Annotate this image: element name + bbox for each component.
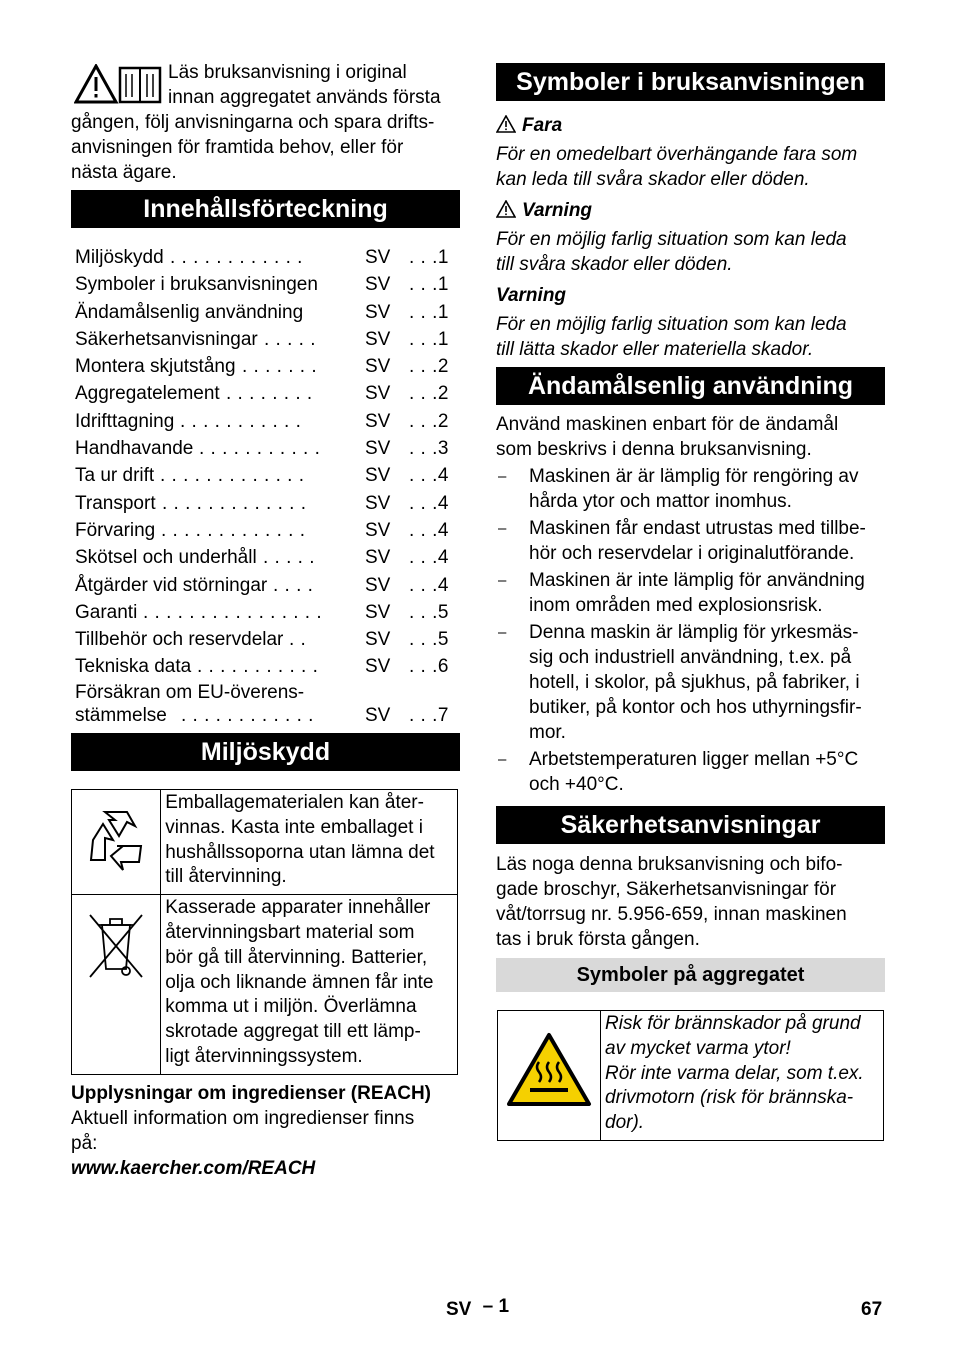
table-of-contents	[75, 244, 455, 729]
toc-item[interactable]	[75, 326, 455, 353]
weee-text-line: återvinningsbart material som	[165, 921, 415, 943]
usage-section	[496, 412, 885, 797]
recycle-text-cell	[161, 790, 458, 895]
toc-item[interactable]	[75, 599, 455, 626]
hot-surface-warning-icon	[506, 1032, 592, 1108]
toc-item-page: . . .2	[409, 356, 449, 378]
recycling-icon	[79, 800, 153, 874]
toc-heading: Innehållsförteckning	[71, 190, 460, 228]
toc-item-title: Åtgärder vid störningar	[75, 574, 268, 596]
toc-item-lang: SV	[365, 356, 391, 378]
usage-bullet-line: – Arbetstemperaturen ligger mellan +5°C	[529, 749, 859, 770]
toc-item-title: Skötsel och underhåll	[75, 547, 257, 569]
usage-intro: Använd maskinen enbart för de ändamål	[496, 414, 839, 435]
toc-item-page: . . .4	[409, 519, 449, 541]
toc-item-page: . . .7	[409, 704, 449, 726]
warning-triangle-icon	[74, 64, 164, 106]
toc-item-lang: SV	[365, 383, 391, 405]
toc-item-dots: . . . . . . . . . . . . .	[160, 465, 305, 487]
toc-item[interactable]	[75, 572, 455, 599]
weee-text-line: Kasserade apparater innehåller	[165, 897, 431, 919]
usage-intro: som beskrivs i denna bruksanvisning.	[496, 439, 812, 460]
toc-item-page: . . .5	[409, 629, 449, 651]
toc-item[interactable]	[75, 408, 455, 435]
weee-text-line: komma ut i miljön. Överlämna	[165, 996, 417, 1018]
toc-item-dots: . . . . . . .	[242, 356, 318, 378]
hot-surface-text-cell	[601, 1011, 884, 1141]
environment-table	[71, 789, 458, 1075]
toc-item-title: Aggregatelement	[75, 383, 220, 405]
toc-item-lang: SV	[365, 247, 391, 268]
weee-text-line: olja och liknande ämnen får inte	[165, 971, 434, 993]
reach-section	[71, 1081, 460, 1181]
environment-heading: Miljöskydd	[71, 733, 460, 771]
toc-item-title: Montera skjutstång	[75, 356, 236, 378]
recycle-text-line: hushållssoporna utan lämna det	[165, 841, 435, 863]
varning-text: till lätta skador eller materiella skador.	[496, 339, 814, 360]
intro-line: gången, följ anvisningarna och spara drifts-	[71, 112, 435, 133]
toc-item-lang: SV	[365, 438, 391, 460]
toc-item-title: Miljöskydd	[75, 247, 164, 268]
toc-item[interactable]	[75, 244, 455, 271]
hot-surface-text-line: drivmotorn (risk för brännska-	[605, 1087, 854, 1109]
weee-text-line: ligt återvinningssystem.	[165, 1045, 363, 1067]
usage-bullet	[496, 568, 885, 618]
toc-item-title: Handhavande	[75, 438, 194, 460]
reach-title: Upplysningar om ingredienser (REACH)	[71, 1083, 431, 1104]
toc-item-title: Försäkran om EU-överens- stämmelse	[75, 681, 305, 726]
usage-bullet-line: och +40°C.	[529, 774, 624, 795]
usage-bullet-line: – Denna maskin är lämplig för yrkesmäs-	[529, 622, 859, 643]
toc-item-title: Förvaring	[75, 519, 156, 541]
intro-icons	[74, 64, 164, 106]
intro-line: innan aggregatet används första	[168, 87, 441, 108]
varning-text: till svåra skador eller döden.	[496, 254, 733, 275]
toc-item-dots: . . . . . . . .	[226, 383, 313, 405]
usage-bullet-line: hotell, i skolor, på sjukhus, på fabriker, i	[529, 672, 860, 693]
toc-item-page: . . .1	[409, 301, 449, 323]
toc-item-dots: . . . . . . . . . . . .	[170, 247, 303, 268]
varning-text: För en möjlig farlig situation som kan leda	[496, 229, 847, 250]
fara-text: kan leda till svåra skador eller döden.	[496, 169, 810, 190]
toc-item-page: . . .2	[409, 410, 449, 432]
weee-text-cell	[161, 895, 458, 1075]
usage-bullet-line: hör och reservdelar i originalutförande.	[529, 543, 855, 564]
toc-item-dots: . . . . .	[264, 328, 317, 350]
toc-item-page: . . .5	[409, 601, 449, 623]
toc-item-page: . . .4	[409, 574, 449, 596]
usage-bullet-line: butiker, på kontor och hos uthyrningsfir-	[529, 697, 862, 718]
toc-item[interactable]	[75, 271, 455, 298]
warning-triangle-icon	[496, 200, 516, 218]
toc-item-title: Säkerhetsanvisningar	[75, 328, 258, 350]
toc-item-title: Garanti	[75, 601, 138, 623]
toc-item-lang: SV	[365, 465, 391, 487]
toc-item-lang: SV	[365, 328, 391, 350]
toc-item[interactable]	[75, 653, 455, 680]
intro-line: nästa ägare.	[71, 162, 177, 183]
weee-text-line: bör gå till återvinning. Batterier,	[165, 946, 428, 968]
toc-item-lang: SV	[365, 656, 391, 678]
toc-item[interactable]	[75, 380, 455, 407]
toc-item-page: . . .1	[409, 247, 449, 268]
usage-bullet-line: inom områden med explosionsrisk.	[529, 595, 823, 616]
toc-item[interactable]	[75, 353, 455, 380]
safety-section	[496, 852, 885, 952]
toc-item-lang: SV	[365, 519, 391, 541]
toc-item-title: Symboler i bruksanvisningen	[75, 274, 318, 296]
toc-item-lang: SV	[365, 704, 391, 726]
toc-item[interactable]	[75, 544, 455, 571]
recycle-text-line: vinnas. Kasta inte emballaget i	[165, 816, 423, 838]
footer-section-marker	[446, 1296, 510, 1321]
toc-item[interactable]	[75, 490, 455, 517]
toc-item-title: Ändamålsenlig användning	[75, 301, 304, 323]
toc-item-title: Idrifttagning	[75, 410, 175, 432]
toc-item-dots: . . . . . . . . . . . .	[181, 704, 314, 726]
toc-item-lang: SV	[365, 574, 391, 596]
toc-item-page: . . .6	[409, 656, 449, 678]
reach-text: på:	[71, 1133, 98, 1154]
usage-bullet-line: – Maskinen är inte lämplig för användning	[529, 570, 865, 591]
reach-text: Aktuell information om ingredienser finns	[71, 1108, 415, 1129]
varning-text: För en möjlig farlig situation som kan leda	[496, 314, 847, 335]
safety-text: Läs noga denna bruksanvisning och bifo-	[496, 854, 843, 875]
toc-item-page: . . .4	[409, 465, 449, 487]
usage-bullet-line: mor.	[529, 722, 566, 743]
safety-text: gade broschyr, Säkerhetsanvisningar för	[496, 879, 837, 900]
toc-item-title: Transport	[75, 492, 156, 514]
safety-heading: Säkerhetsanvisningar	[496, 806, 885, 844]
toc-item[interactable]	[75, 517, 455, 544]
weee-icon-cell	[72, 895, 161, 1075]
hot-surface-text-line: Risk för brännskador på grund	[605, 1013, 861, 1034]
toc-item[interactable]	[75, 462, 455, 489]
usage-bullet-line: sig och industriell användning, t.ex. på	[529, 647, 852, 668]
toc-item-title: Tillbehör och reservdelar	[75, 629, 284, 651]
weee-text-line: skrotade aggregat till ett lämp-	[165, 1021, 421, 1043]
usage-bullet	[496, 747, 885, 797]
toc-item-dots: . . . . . . . . . . . . .	[161, 519, 306, 541]
toc-item-page: . . .2	[409, 383, 449, 405]
intro-notice	[71, 60, 460, 185]
toc-item-page: . . .3	[409, 438, 449, 460]
varning-label-2: Varning	[496, 285, 567, 306]
fara-label: Fara	[496, 113, 885, 138]
toc-item-dots: . . . . .	[263, 547, 316, 569]
toc-item-lang: SV	[365, 629, 391, 651]
recycle-text-line: Emballagematerialen kan åter-	[165, 792, 424, 813]
toc-item-lang: SV	[365, 601, 391, 623]
usage-bullet-line: – Maskinen får endast utrustas med tillbe-	[529, 518, 866, 539]
fara-text: För en omedelbart överhängande fara som	[496, 144, 858, 165]
safety-text: våt/torrsug nr. 5.956-659, innan maskinen	[496, 904, 847, 925]
usage-bullet	[496, 516, 885, 566]
footer-num: 1	[498, 1296, 510, 1317]
toc-item-lang: SV	[365, 492, 391, 514]
symbols-heading: Symboler i bruksanvisningen	[496, 63, 885, 101]
footer-dash: –	[482, 1296, 494, 1317]
device-symbols-table	[497, 1010, 884, 1141]
usage-bullet-line: hårda ytor och mattor inomhus.	[529, 491, 792, 512]
toc-item-dots: . . . . . . . . . . .	[180, 410, 302, 432]
varning-label: Varning	[496, 198, 885, 223]
toc-item-page: . . .4	[409, 492, 449, 514]
toc-item[interactable]	[75, 626, 455, 653]
toc-item-dots: . . . .	[273, 574, 314, 596]
toc-item-page: . . .1	[409, 274, 449, 296]
toc-item[interactable]	[75, 435, 455, 462]
symbols-section	[496, 113, 885, 362]
toc-item-lang: SV	[365, 410, 391, 432]
warning-triangle-icon	[496, 115, 516, 133]
intro-line: anvisningen för framtida behov, eller för	[71, 137, 404, 158]
hot-surface-icon-cell	[498, 1011, 601, 1141]
device-symbols-heading: Symboler på aggregatet	[496, 958, 885, 992]
toc-item-lang: SV	[365, 274, 391, 296]
toc-item-title: Tekniska data	[75, 656, 192, 678]
toc-item[interactable]	[75, 681, 455, 729]
toc-item-dots: . . . . . . . . . . .	[199, 438, 321, 460]
footer-lang: SV	[446, 1299, 472, 1320]
usage-bullet	[496, 464, 885, 514]
toc-item-dots: . .	[289, 629, 307, 651]
toc-item-title: Ta ur drift	[75, 465, 155, 487]
intro-line: Läs bruksanvisning i original	[168, 62, 407, 83]
hot-surface-text-line: dor).	[605, 1112, 645, 1134]
crossed-bin-icon	[86, 909, 146, 981]
toc-item-page: . . .1	[409, 328, 449, 350]
toc-item-dots: . . . . . . . . . . . . . . . .	[143, 601, 323, 623]
reach-link[interactable]: www.kaercher.com/REACH	[71, 1158, 316, 1179]
toc-item-lang: SV	[365, 301, 391, 323]
toc-item-lang: SV	[365, 547, 391, 569]
toc-item-dots: . . . . . . . . . . .	[197, 656, 319, 678]
toc-item-dots: . . . . . . . . . . . . .	[162, 492, 307, 514]
toc-item-page: . . .4	[409, 547, 449, 569]
manual-book-icon	[120, 68, 160, 102]
usage-bullet	[496, 620, 885, 745]
safety-text: tas i bruk första gången.	[496, 929, 700, 950]
page-number: 67	[861, 1299, 883, 1320]
hot-surface-text-line: av mycket varma ytor!	[605, 1037, 791, 1059]
usage-heading: Ändamålsenlig användning	[496, 367, 885, 405]
toc-item[interactable]	[75, 299, 455, 326]
recycle-icon-cell	[72, 790, 161, 895]
hot-surface-text-line: Rör inte varma delar, som t.ex.	[605, 1062, 864, 1084]
recycle-text-line: till återvinning.	[165, 866, 287, 888]
usage-bullet-line: – Maskinen är är lämplig för rengöring av	[529, 466, 859, 487]
